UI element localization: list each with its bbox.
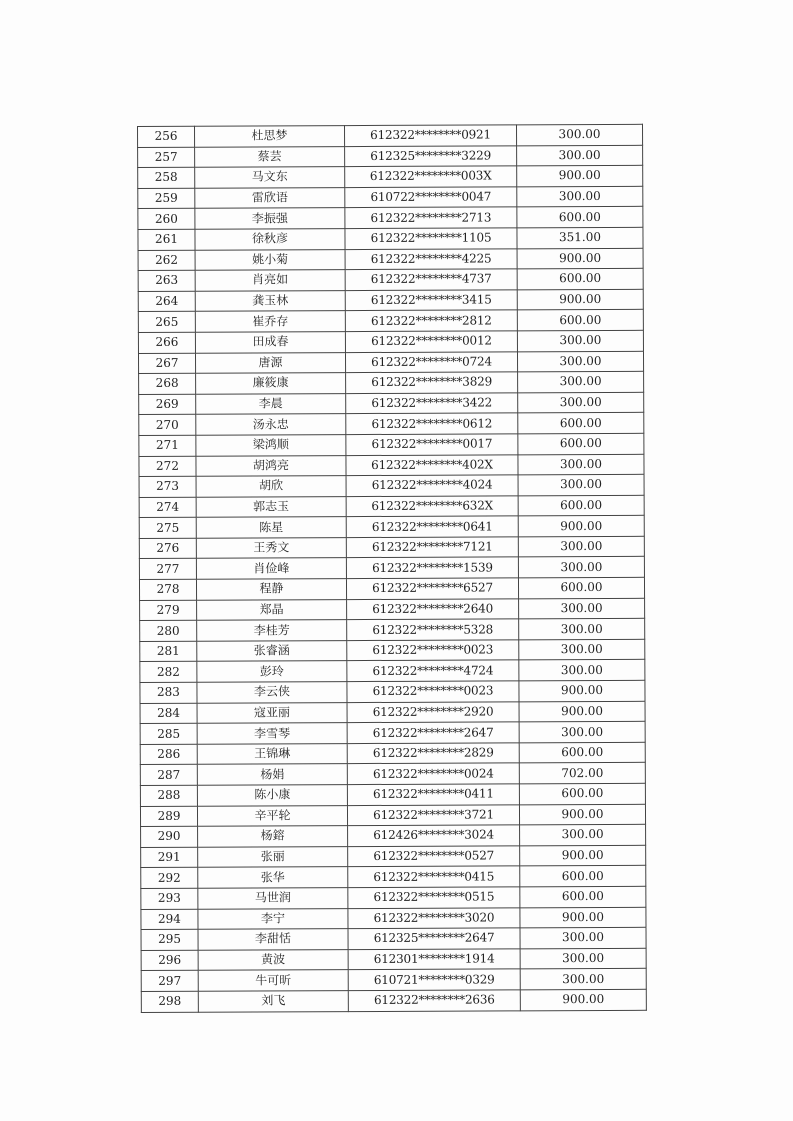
table-row (139, 536, 644, 559)
row-number-cell: 271 (139, 435, 196, 456)
table-row (140, 701, 645, 724)
person-name-cell: 刘飞 (198, 991, 348, 1012)
table-row (138, 186, 643, 209)
table-row (139, 557, 644, 580)
amount-cell: 300.00 (517, 330, 643, 351)
person-name-cell: 牛可昕 (198, 970, 348, 991)
table-row (140, 660, 645, 683)
row-number-cell: 275 (139, 518, 196, 539)
table-row (140, 763, 645, 786)
table-row (141, 969, 646, 992)
table-row (139, 392, 644, 415)
table-row (138, 310, 643, 333)
id-number-cell: 612322********1539 (346, 557, 518, 578)
table-row (139, 371, 644, 394)
row-number-cell: 282 (140, 662, 197, 683)
id-number-cell: 612322********0921 (345, 125, 517, 146)
table-row (139, 495, 644, 518)
person-name-cell: 张华 (198, 867, 348, 888)
row-number-cell: 270 (139, 415, 196, 436)
row-number-cell: 263 (138, 270, 195, 291)
id-number-cell: 612322********3415 (345, 290, 517, 311)
id-number-cell: 612322********0515 (348, 887, 520, 908)
row-number-cell: 293 (141, 888, 198, 909)
amount-cell: 600.00 (518, 413, 644, 434)
person-name-cell: 肖亮如 (195, 270, 345, 291)
id-number-cell: 610721********0329 (348, 969, 520, 990)
table-row (141, 866, 646, 889)
row-number-cell: 269 (139, 394, 196, 415)
table-row (139, 413, 644, 436)
person-name-cell: 郑晶 (197, 599, 347, 620)
table-row (138, 227, 643, 250)
id-number-cell: 612322********0012 (345, 331, 517, 352)
amount-cell: 300.00 (517, 145, 643, 166)
id-number-cell: 612322********0017 (346, 434, 518, 455)
row-number-cell: 287 (140, 765, 197, 786)
person-name-cell: 肖俭峰 (196, 558, 346, 579)
row-number-cell: 261 (138, 229, 195, 250)
row-number-cell: 262 (138, 250, 195, 271)
amount-cell: 600.00 (519, 742, 645, 763)
amount-cell: 900.00 (517, 248, 643, 269)
person-name-cell: 张丽 (198, 846, 348, 867)
id-number-cell: 612322********4225 (345, 248, 517, 269)
person-name-cell: 姚小菊 (195, 249, 345, 270)
row-number-cell: 288 (140, 785, 197, 806)
person-name-cell: 李甜恬 (198, 929, 348, 950)
amount-cell: 300.00 (519, 619, 645, 640)
amount-cell: 900.00 (519, 701, 645, 722)
amount-cell: 300.00 (518, 392, 644, 413)
id-number-cell: 612322********5328 (347, 619, 519, 640)
person-name-cell: 胡欣 (196, 476, 346, 497)
table-row (140, 804, 645, 827)
id-number-cell: 610722********0047 (345, 187, 517, 208)
person-name-cell: 马文东 (195, 167, 345, 188)
row-number-cell: 276 (139, 538, 196, 559)
id-number-cell: 612322********3829 (346, 372, 518, 393)
amount-cell: 600.00 (517, 268, 643, 289)
person-name-cell: 龚玉林 (195, 290, 345, 311)
amount-cell: 900.00 (519, 804, 645, 825)
amount-cell: 900.00 (518, 516, 644, 537)
amount-cell: 600.00 (517, 310, 643, 331)
row-number-cell: 289 (140, 806, 197, 827)
amount-cell: 300.00 (519, 598, 645, 619)
id-number-cell: 612322********3422 (346, 393, 518, 414)
row-number-cell: 257 (138, 147, 195, 168)
person-name-cell: 彭玲 (197, 661, 347, 682)
amount-cell: 900.00 (517, 165, 643, 186)
table-row (140, 742, 645, 765)
roster-table-body (138, 124, 647, 1012)
row-number-cell: 256 (138, 126, 195, 147)
table-row (140, 722, 645, 745)
amount-cell: 900.00 (520, 989, 646, 1010)
row-number-cell: 281 (140, 641, 197, 662)
id-number-cell: 612322********4737 (345, 269, 517, 290)
amount-cell: 300.00 (519, 722, 645, 743)
table-row (139, 516, 644, 539)
id-number-cell: 612426********3024 (348, 825, 520, 846)
row-number-cell: 298 (141, 991, 198, 1012)
amount-cell: 900.00 (519, 680, 645, 701)
table-row (139, 454, 644, 477)
id-number-cell: 612322********0612 (346, 413, 518, 434)
amount-cell: 300.00 (520, 969, 646, 990)
id-number-cell: 612322********2920 (347, 701, 519, 722)
row-number-cell: 286 (140, 744, 197, 765)
person-name-cell: 蔡芸 (195, 146, 345, 167)
row-number-cell: 266 (138, 332, 195, 353)
amount-cell: 600.00 (518, 495, 644, 516)
id-number-cell: 612322********0641 (346, 516, 518, 537)
amount-cell: 300.00 (517, 186, 643, 207)
id-number-cell: 612322********2647 (347, 722, 519, 743)
table-row (141, 948, 646, 971)
row-number-cell: 296 (141, 950, 198, 971)
person-name-cell: 陈小康 (197, 785, 347, 806)
table-row (139, 433, 644, 456)
row-number-cell: 260 (138, 209, 195, 230)
table-row (141, 907, 646, 930)
person-name-cell: 辛平轮 (197, 805, 347, 826)
row-number-cell: 272 (139, 456, 196, 477)
table-row (139, 577, 644, 600)
amount-cell: 600.00 (517, 207, 643, 228)
amount-cell: 300.00 (518, 536, 644, 557)
table-row (140, 680, 645, 703)
table-row (141, 927, 646, 950)
person-name-cell: 程静 (196, 579, 346, 600)
row-number-cell: 280 (140, 620, 197, 641)
row-number-cell: 285 (140, 723, 197, 744)
id-number-cell: 612322********402X (346, 454, 518, 475)
person-name-cell: 汤永忠 (196, 414, 346, 435)
table-row (138, 330, 643, 353)
table-row (141, 824, 646, 847)
id-number-cell: 612322********2636 (348, 990, 520, 1011)
id-number-cell: 612322********6527 (346, 578, 518, 599)
row-number-cell: 292 (141, 868, 198, 889)
row-number-cell: 295 (141, 929, 198, 950)
amount-cell: 300.00 (518, 371, 644, 392)
id-number-cell: 612322********0527 (348, 846, 520, 867)
row-number-cell: 267 (138, 353, 195, 374)
id-number-cell: 612322********4724 (347, 660, 519, 681)
id-number-cell: 612322********0023 (347, 640, 519, 661)
table-row (138, 165, 643, 188)
id-number-cell: 612322********3020 (348, 907, 520, 928)
roster-table (137, 124, 647, 1013)
id-number-cell: 612322********7121 (346, 537, 518, 558)
id-number-cell: 612322********0415 (348, 866, 520, 887)
id-number-cell: 612322********3721 (347, 804, 519, 825)
person-name-cell: 廉筱康 (196, 373, 346, 394)
row-number-cell: 258 (138, 167, 195, 188)
person-name-cell: 陈星 (196, 517, 346, 538)
person-name-cell: 杜思梦 (195, 126, 345, 147)
table-row (138, 268, 643, 291)
person-name-cell: 田成春 (195, 332, 345, 353)
amount-cell: 300.00 (519, 660, 645, 681)
person-name-cell: 李振强 (195, 208, 345, 229)
person-name-cell: 李宁 (198, 908, 348, 929)
row-number-cell: 265 (138, 312, 195, 333)
amount-cell: 600.00 (518, 577, 644, 598)
table-row (141, 989, 646, 1012)
amount-cell: 300.00 (520, 948, 646, 969)
id-number-cell: 612322********2713 (345, 207, 517, 228)
row-number-cell: 294 (141, 909, 198, 930)
amount-cell: 300.00 (518, 474, 644, 495)
row-number-cell: 264 (138, 291, 195, 312)
amount-cell: 300.00 (517, 351, 643, 372)
person-name-cell: 李桂芳 (197, 620, 347, 641)
amount-cell: 300.00 (516, 124, 642, 145)
row-number-cell: 277 (139, 559, 196, 580)
amount-cell: 351.00 (517, 227, 643, 248)
person-name-cell: 张睿涵 (197, 640, 347, 661)
person-name-cell: 唐源 (195, 352, 345, 373)
person-name-cell: 胡鸿亮 (196, 455, 346, 476)
id-number-cell: 612322********632X (346, 496, 518, 517)
table-row (140, 639, 645, 662)
person-name-cell: 李云侠 (197, 682, 347, 703)
id-number-cell: 612322********0023 (347, 681, 519, 702)
person-name-cell: 黄波 (198, 949, 348, 970)
table-row (138, 289, 643, 312)
amount-cell: 900.00 (520, 907, 646, 928)
amount-cell: 600.00 (520, 886, 646, 907)
amount-cell: 300.00 (518, 454, 644, 475)
person-name-cell: 崔乔存 (195, 311, 345, 332)
id-number-cell: 612301********1914 (348, 949, 520, 970)
person-name-cell: 寇亚丽 (197, 702, 347, 723)
row-number-cell: 268 (139, 373, 196, 394)
row-number-cell: 297 (141, 971, 198, 992)
amount-cell: 600.00 (518, 433, 644, 454)
id-number-cell: 612322********0724 (345, 351, 517, 372)
amount-cell: 600.00 (520, 866, 646, 887)
amount-cell: 300.00 (520, 824, 646, 845)
id-number-cell: 612325********3229 (345, 145, 517, 166)
person-name-cell: 李晨 (196, 393, 346, 414)
id-number-cell: 612322********1105 (345, 228, 517, 249)
id-number-cell: 612325********2647 (348, 928, 520, 949)
person-name-cell: 梁鸿顺 (196, 434, 346, 455)
amount-cell: 300.00 (520, 927, 646, 948)
table-row (140, 598, 645, 621)
table-row (138, 248, 643, 271)
table-row (140, 619, 645, 642)
id-number-cell: 612322********003X (345, 166, 517, 187)
amount-cell: 702.00 (519, 763, 645, 784)
person-name-cell: 雷欣语 (195, 187, 345, 208)
person-name-cell: 李雪琴 (197, 723, 347, 744)
amount-cell: 900.00 (517, 289, 643, 310)
row-number-cell: 274 (139, 497, 196, 518)
person-name-cell: 王锦琳 (197, 743, 347, 764)
person-name-cell: 徐秋彦 (195, 229, 345, 250)
table-row (139, 474, 644, 497)
row-number-cell: 283 (140, 682, 197, 703)
row-number-cell: 279 (140, 600, 197, 621)
table-row (138, 145, 643, 168)
person-name-cell: 王秀文 (196, 537, 346, 558)
id-number-cell: 612322********0411 (347, 784, 519, 805)
table-row (141, 845, 646, 868)
table-row (138, 124, 643, 147)
table-row (138, 207, 643, 230)
amount-cell: 900.00 (520, 845, 646, 866)
row-number-cell: 284 (140, 703, 197, 724)
id-number-cell: 612322********2829 (347, 743, 519, 764)
id-number-cell: 612322********0024 (347, 763, 519, 784)
person-name-cell: 马世润 (198, 888, 348, 909)
table-row (138, 351, 643, 374)
amount-cell: 300.00 (519, 639, 645, 660)
amount-cell: 600.00 (519, 783, 645, 804)
row-number-cell: 278 (139, 579, 196, 600)
person-name-cell: 杨娟 (197, 764, 347, 785)
id-number-cell: 612322********4024 (346, 475, 518, 496)
row-number-cell: 291 (141, 847, 198, 868)
table-row (141, 886, 646, 909)
person-name-cell: 郭志玉 (196, 496, 346, 517)
id-number-cell: 612322********2812 (345, 310, 517, 331)
row-number-cell: 290 (141, 826, 198, 847)
amount-cell: 300.00 (518, 557, 644, 578)
person-name-cell: 杨鎔 (198, 826, 348, 847)
row-number-cell: 273 (139, 476, 196, 497)
table-row (140, 783, 645, 806)
id-number-cell: 612322********2640 (347, 598, 519, 619)
row-number-cell: 259 (138, 188, 195, 209)
